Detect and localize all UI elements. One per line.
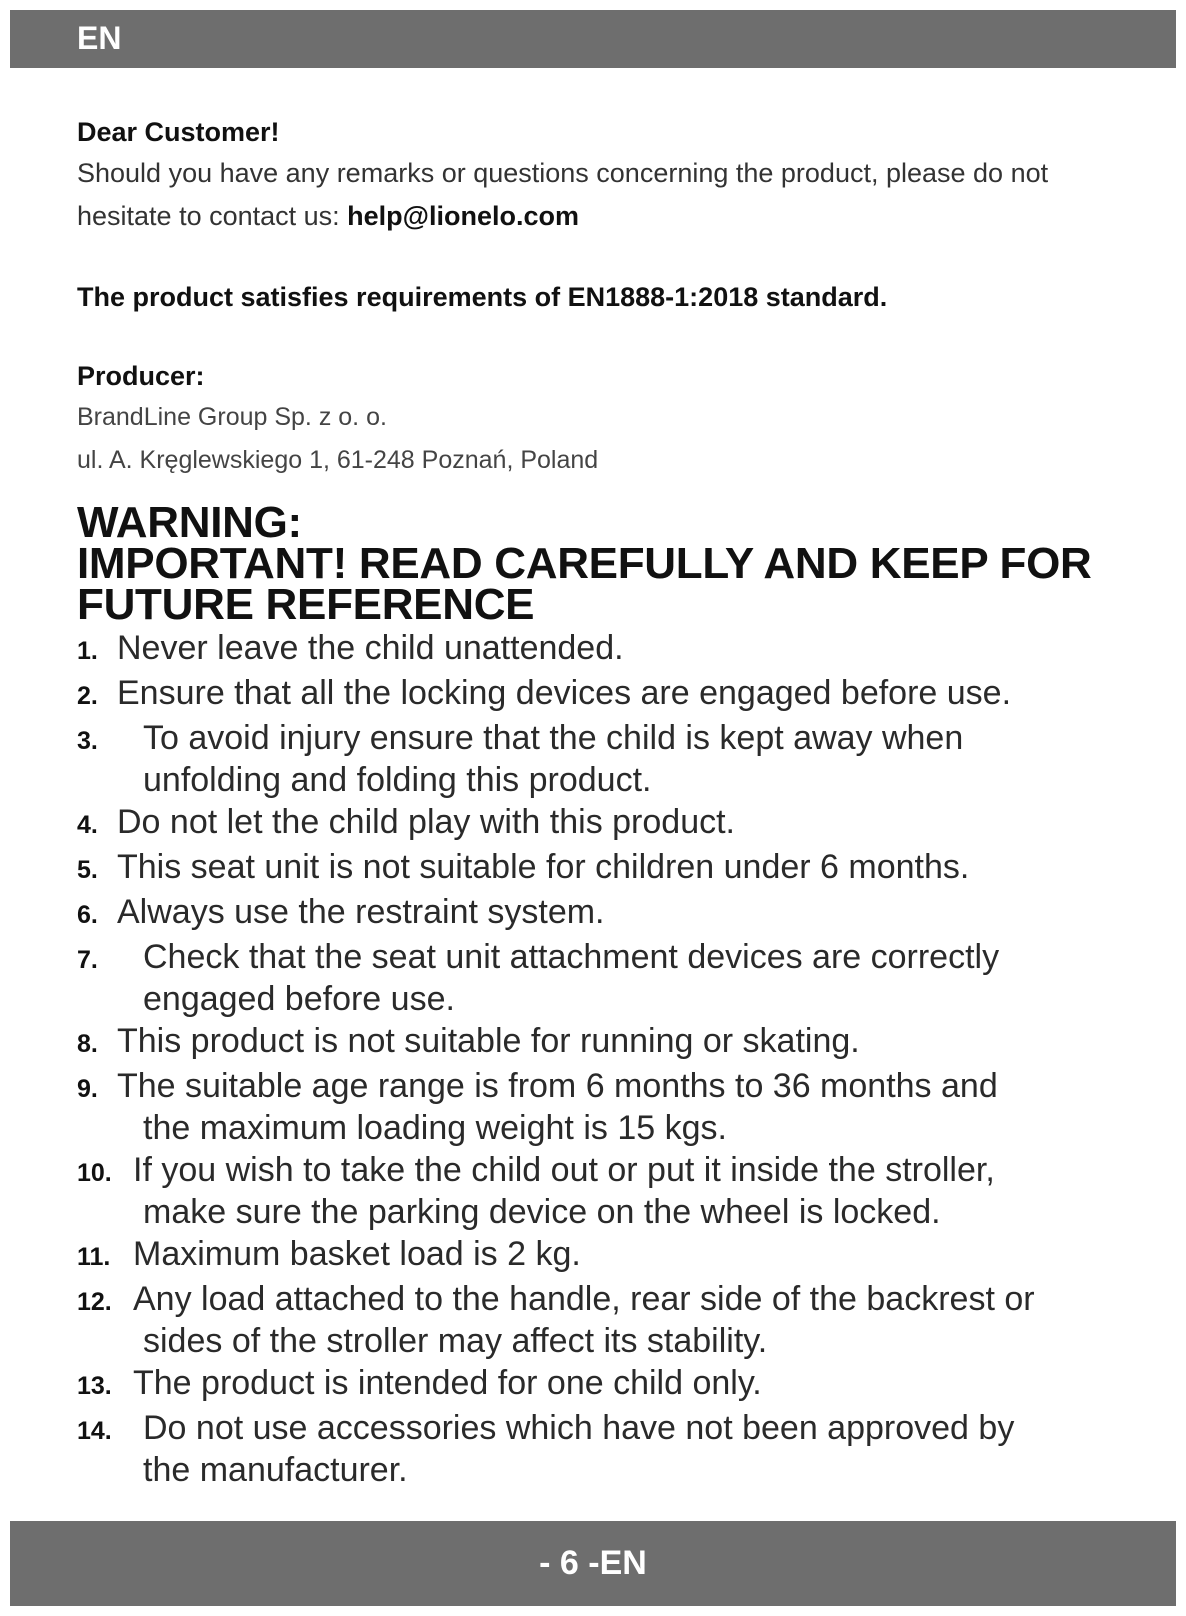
language-label: EN <box>77 20 122 56</box>
warning-line-2: IMPORTANT! READ CAREFULLY AND KEEP FOR <box>77 539 1092 588</box>
item-text-continued: make sure the parking device on the wheel is locked. <box>143 1193 941 1231</box>
page-content <box>77 112 1167 1493</box>
item-text: Always use the restraint system. <box>117 893 605 931</box>
list-item <box>77 848 1167 890</box>
list-item <box>77 719 1167 800</box>
item-number: 8. <box>77 1030 98 1058</box>
item-text: Do not use accessories which have not been approved by <box>143 1409 1015 1447</box>
list-item <box>77 629 1167 671</box>
producer-label: Producer: <box>77 361 205 391</box>
intro-line-1: Should you have any remarks or questions concerning the product, please do not <box>77 158 1049 188</box>
item-number: 12. <box>77 1288 112 1316</box>
list-item <box>77 1409 1167 1490</box>
list-item <box>77 893 1167 935</box>
warning-heading <box>77 498 1167 629</box>
list-item <box>77 803 1167 845</box>
warning-list <box>77 629 1167 1490</box>
item-text: Do not let the child play with this product. <box>117 803 735 841</box>
list-item <box>77 674 1167 716</box>
header-bar <box>10 10 1176 68</box>
item-number: 9. <box>77 1075 98 1103</box>
item-number: 7. <box>77 946 98 974</box>
list-item <box>77 1067 1167 1148</box>
item-number: 1. <box>77 637 98 665</box>
item-number: 11. <box>77 1243 111 1271</box>
intro-line-2 <box>77 195 1167 238</box>
greeting: Dear Customer! <box>77 117 280 147</box>
item-number: 3. <box>77 727 98 755</box>
list-item <box>77 1022 1167 1064</box>
item-text: Check that the seat unit attachment devices are correctly <box>143 938 1000 976</box>
warning-line-3: FUTURE REFERENCE <box>77 580 535 629</box>
producer-address: ul. A. Kręglewskiego 1, 61-248 Poznań, Poland <box>77 446 599 474</box>
item-text-continued: the maximum loading weight is 15 kgs. <box>143 1109 727 1147</box>
list-item <box>77 938 1167 1019</box>
item-text: Ensure that all the locking devices are engaged before use. <box>117 674 1012 712</box>
item-text-continued: the manufacturer. <box>143 1451 408 1489</box>
list-item <box>77 1364 1167 1406</box>
list-item <box>77 1280 1167 1361</box>
item-text-continued: engaged before use. <box>143 980 455 1018</box>
list-item <box>77 1235 1167 1277</box>
item-number: 10. <box>77 1159 112 1187</box>
intro-line-2-prefix: hesitate to contact us: <box>77 201 348 231</box>
item-text: To avoid injury ensure that the child is kept away when <box>143 719 964 757</box>
item-number: 13. <box>77 1372 112 1400</box>
item-text: If you wish to take the child out or put it inside the stroller, <box>133 1151 995 1189</box>
item-number: 5. <box>77 856 98 884</box>
item-number: 6. <box>77 901 98 929</box>
standard-statement: The product satisfies requirements of EN1888-1:2018 standard. <box>77 282 888 312</box>
item-text: Maximum basket load is 2 kg. <box>133 1235 581 1273</box>
footer-bar <box>10 1521 1176 1606</box>
item-text-continued: unfolding and folding this product. <box>143 761 652 799</box>
item-number: 14. <box>77 1417 112 1445</box>
item-text: The suitable age range is from 6 months to 36 months and <box>117 1067 998 1105</box>
item-text-continued: sides of the stroller may affect its stability. <box>143 1322 768 1360</box>
item-number: 2. <box>77 682 98 710</box>
contact-email[interactable]: help@lionelo.com <box>347 201 580 231</box>
warning-line-1: WARNING: <box>77 498 302 547</box>
item-text: Never leave the child unattended. <box>117 629 624 667</box>
page-number: - 6 -EN <box>539 1544 647 1582</box>
item-text: This seat unit is not suitable for children under 6 months. <box>117 848 970 886</box>
item-number: 4. <box>77 811 98 839</box>
item-text: This product is not suitable for running or skating. <box>117 1022 860 1060</box>
item-text: Any load attached to the handle, rear side of the backrest or <box>133 1280 1035 1318</box>
list-item <box>77 1151 1167 1232</box>
item-text: The product is intended for one child only. <box>133 1364 762 1402</box>
producer-company: BrandLine Group Sp. z o. o. <box>77 403 387 431</box>
